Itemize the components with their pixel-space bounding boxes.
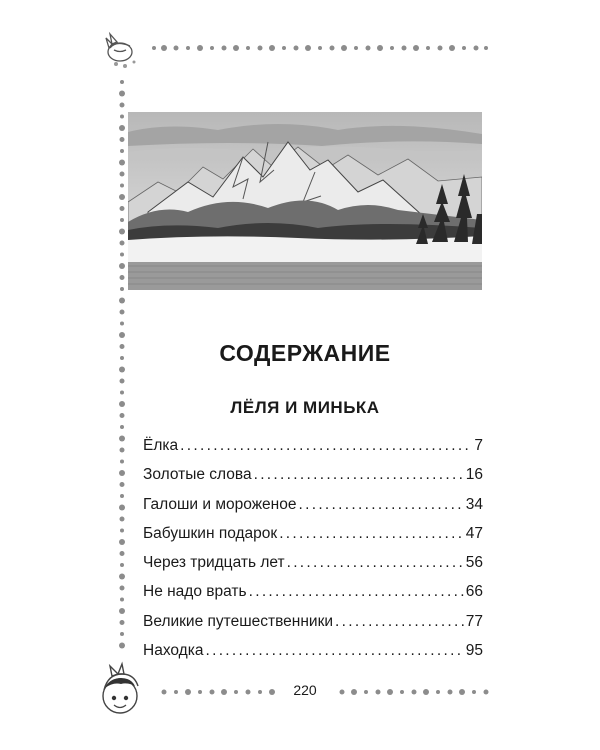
girl-face-icon bbox=[92, 660, 154, 722]
toc-item[interactable] bbox=[143, 554, 483, 583]
toc-item-page: 16 bbox=[465, 466, 483, 484]
toc-item-page: 47 bbox=[465, 524, 483, 542]
toc-item-title: Галоши и мороженое bbox=[143, 495, 297, 513]
toc-leader bbox=[298, 496, 463, 514]
page-number: 220 bbox=[283, 682, 327, 698]
toc-item-page: 7 bbox=[474, 437, 483, 454]
toc-item-title: Золотые слова bbox=[143, 466, 252, 484]
toc-item[interactable] bbox=[143, 496, 483, 525]
toc-item-title: Бабушкин подарок bbox=[143, 524, 278, 542]
toc-item[interactable] bbox=[143, 583, 483, 612]
page-title: СОДЕРЖАНИЕ bbox=[219, 340, 391, 366]
toc-leader bbox=[287, 554, 464, 572]
mountain-landscape bbox=[128, 112, 482, 290]
toc-item-page: 66 bbox=[465, 583, 483, 601]
toc-item-page: 56 bbox=[465, 554, 483, 572]
dotted-border-top bbox=[150, 42, 490, 54]
toc-item[interactable] bbox=[143, 437, 483, 466]
toc-item-page: 95 bbox=[465, 642, 483, 660]
toc-leader bbox=[279, 525, 464, 543]
toc-item-title: Через тридцать лет bbox=[143, 554, 285, 572]
toc-leader bbox=[249, 583, 464, 601]
toc-leader bbox=[254, 466, 464, 484]
toc-item-page: 77 bbox=[465, 612, 483, 630]
toc-item-title: Находка bbox=[143, 642, 204, 660]
dotted-border-left bbox=[116, 78, 128, 658]
toc-item-title: Великие путешественники bbox=[143, 612, 334, 630]
girl-bow-icon bbox=[98, 28, 142, 72]
toc-item[interactable] bbox=[143, 613, 483, 642]
toc-leader bbox=[205, 642, 463, 660]
table-of-contents bbox=[143, 437, 483, 671]
toc-item-title: Не надо врать bbox=[143, 583, 247, 601]
toc-leader bbox=[180, 437, 472, 455]
toc-item-title: Ёлка bbox=[143, 437, 179, 454]
section-title: ЛЁЛЯ И МИНЬКА bbox=[230, 398, 380, 417]
toc-leader bbox=[335, 613, 464, 631]
toc-item[interactable] bbox=[143, 642, 483, 671]
toc-item-page: 34 bbox=[465, 495, 483, 513]
toc-item[interactable] bbox=[143, 466, 483, 495]
toc-item[interactable] bbox=[143, 525, 483, 554]
